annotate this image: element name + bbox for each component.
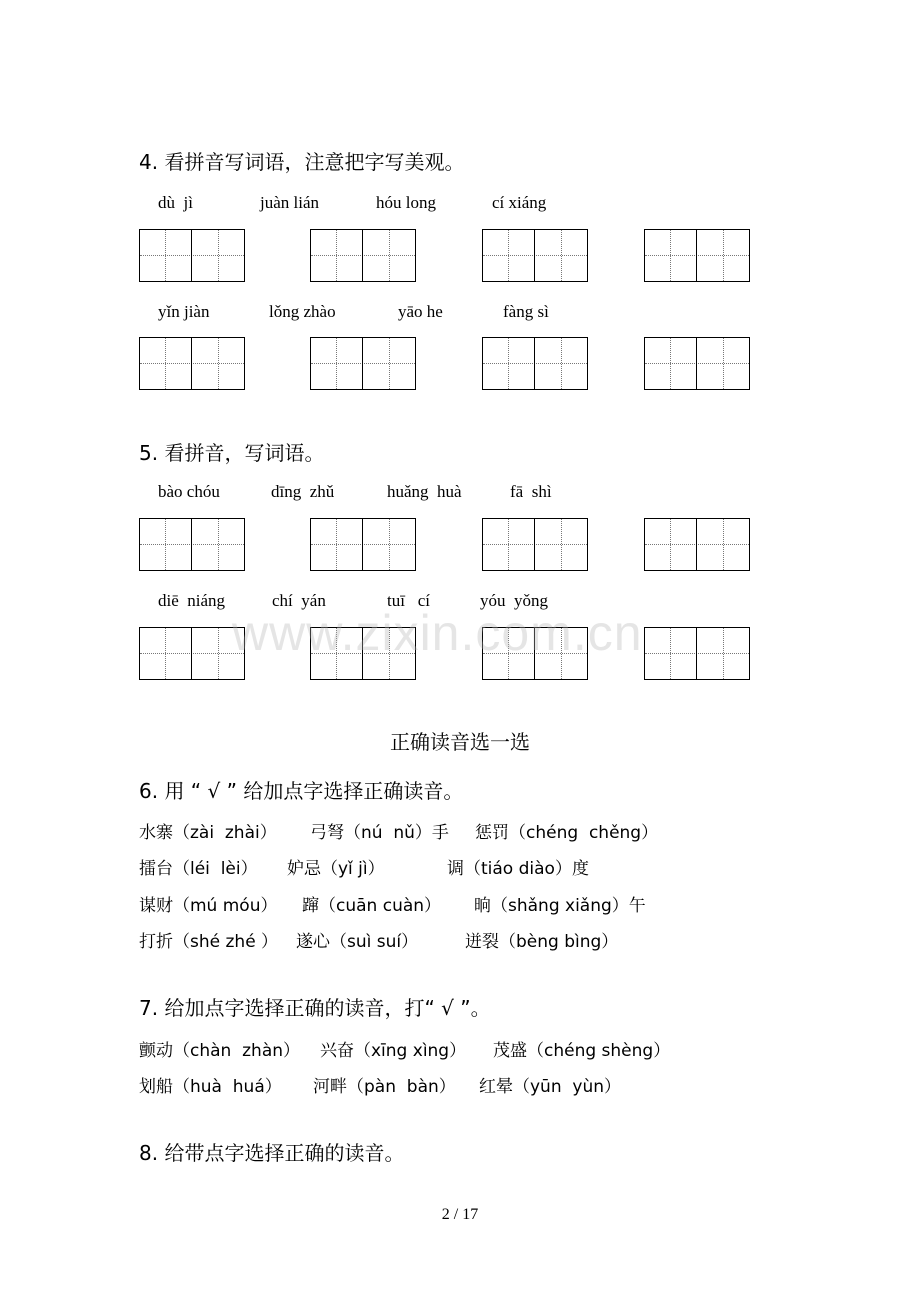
- writing-grid[interactable]: [482, 229, 588, 282]
- reading-option: 颤动（chàn zhàn）: [139, 1041, 301, 1061]
- watermark: www.zixin.com.cn: [232, 605, 643, 661]
- pinyin-label: chí yán: [272, 591, 326, 610]
- pinyin-label: tuī cí: [387, 591, 430, 610]
- pinyin-label: juàn lián: [260, 193, 320, 212]
- pinyin-label: yǐn jiàn: [158, 302, 210, 321]
- writing-grid[interactable]: [139, 229, 245, 282]
- page-number: 2 / 17: [441, 1206, 479, 1223]
- pinyin-label: dù jì: [158, 193, 193, 212]
- reading-option: 遂心（suì suí）: [296, 932, 419, 952]
- pinyin-label: diē niáng: [158, 591, 226, 610]
- writing-grid[interactable]: [139, 627, 245, 680]
- reading-option: 水寨（zài zhài）: [139, 823, 277, 843]
- writing-grid[interactable]: [139, 337, 245, 390]
- reading-option: 兴奋（xīng xìng）: [320, 1041, 467, 1061]
- reading-option: 打折（shé zhé ）: [139, 932, 279, 952]
- pinyin-label: yóu yǒng: [480, 591, 548, 610]
- reading-option: 调（tiáo diào）度: [447, 859, 589, 879]
- reading-option: 河畔（pàn bàn）: [313, 1077, 456, 1097]
- reading-option: 擂台（léi lèi）: [139, 859, 258, 879]
- reading-option: 红晕（yūn yùn）: [479, 1077, 622, 1097]
- writing-grid[interactable]: [310, 229, 416, 282]
- pinyin-label: lǒng zhào: [269, 302, 336, 321]
- question-4-title: 4. 看拼音写词语，注意把字写美观。: [139, 150, 465, 174]
- writing-grid[interactable]: [644, 229, 750, 282]
- reading-option: 划船（huà huá）: [139, 1077, 282, 1097]
- reading-option: 惩罚（chéng chěng）: [475, 823, 659, 843]
- pinyin-label: yāo he: [398, 302, 443, 321]
- question-5-title: 5. 看拼音，写词语。: [139, 441, 325, 465]
- reading-option: 晌（shǎng xiǎng）午: [474, 896, 646, 916]
- reading-option: 迸裂（bèng bìng）: [465, 932, 619, 952]
- reading-option: 谋财（mú móu）: [139, 896, 278, 916]
- reading-option: 茂盛（chéng shèng）: [493, 1041, 671, 1061]
- writing-grid[interactable]: [482, 337, 588, 390]
- reading-option: 妒忌（yǐ jì）: [287, 859, 385, 879]
- pinyin-label: huǎng huà: [387, 482, 462, 501]
- reading-option: 弓弩（nú nǔ）手: [310, 823, 449, 843]
- question-8-title: 8. 给带点字选择正确的读音。: [139, 1141, 405, 1165]
- reading-option: 蹿（cuān cuàn）: [302, 896, 442, 916]
- pinyin-label: cí xiáng: [492, 193, 547, 212]
- pinyin-label: dīng zhǔ: [271, 482, 335, 501]
- writing-grid[interactable]: [139, 518, 245, 571]
- writing-grid[interactable]: [644, 337, 750, 390]
- writing-grid[interactable]: [482, 518, 588, 571]
- pinyin-label: fā shì: [510, 482, 552, 501]
- writing-grid[interactable]: [310, 518, 416, 571]
- question-7-title: 7. 给加点字选择正确的读音，打“ √ ”。: [139, 996, 491, 1020]
- section-heading: 正确读音选一选: [390, 730, 530, 754]
- pinyin-label: hóu long: [376, 193, 436, 212]
- writing-grid[interactable]: [644, 627, 750, 680]
- pinyin-label: fàng sì: [503, 302, 549, 321]
- pinyin-label: bào chóu: [158, 482, 220, 501]
- writing-grid[interactable]: [310, 337, 416, 390]
- writing-grid[interactable]: [644, 518, 750, 571]
- question-6-title: 6. 用 “ √ ” 给加点字选择正确读音。: [139, 779, 464, 803]
